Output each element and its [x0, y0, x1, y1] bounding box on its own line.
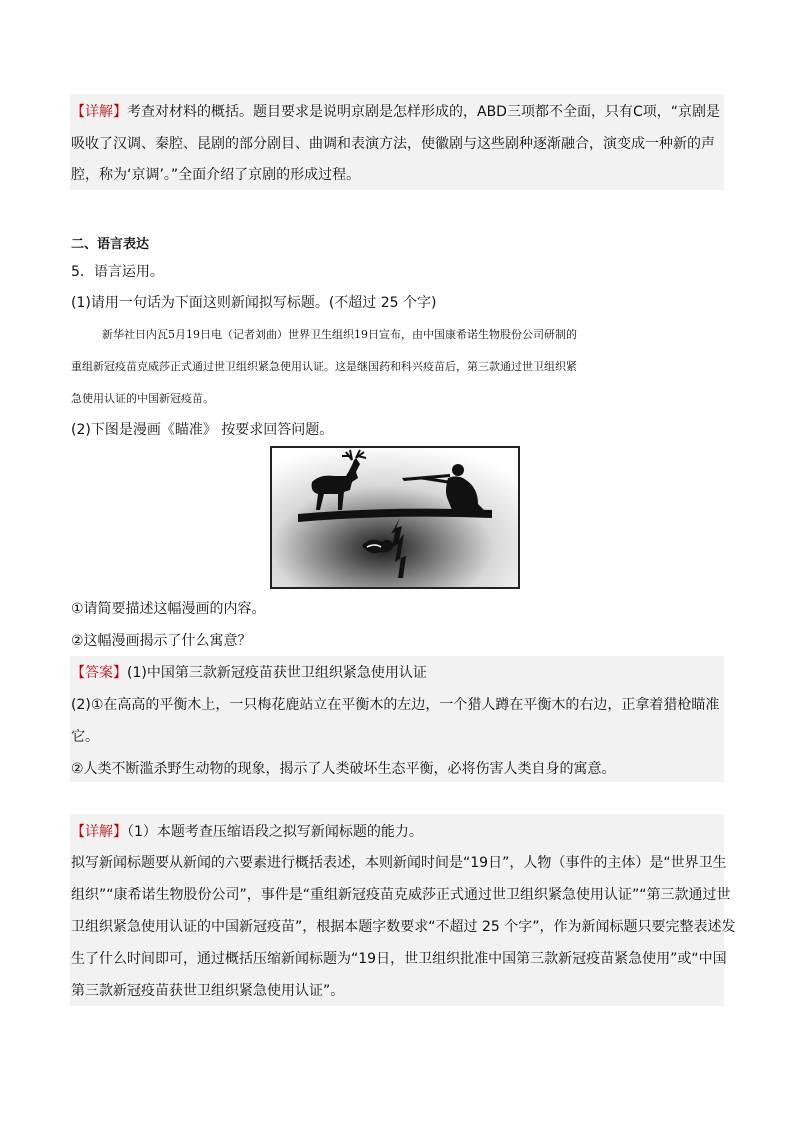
detail-tag-2: 【详解】: [71, 824, 127, 840]
question-number: 5．语言运用。: [71, 264, 164, 280]
detail-tag: 【详解】: [71, 104, 127, 120]
news-line-1: 新华社日内瓦5月19日电（记者刘曲）世界卫生组织19日宣布，由中国康希诺生物股份公司研制的: [102, 328, 577, 341]
section-title: 二、语言表达: [71, 237, 150, 252]
detail-2-line-1: 【详解】（1）本题考查压缩语段之拟写新闻标题的能力。: [71, 824, 423, 840]
detail-1-line-3: 腔，称为‘京调’。”全面介绍了京剧的形成过程。: [71, 167, 361, 183]
answer-line-4: ②人类不断滥杀野生动物的现象，揭示了人类破坏生态平衡，必将伤害人类自身的寓意。: [71, 761, 616, 777]
cartoon-aim-image: [270, 446, 520, 589]
detail-block-2: [70, 814, 724, 1006]
sub-question-1: ①请简要描述这幅漫画的内容。: [71, 601, 266, 617]
answer-line-3: 它。: [71, 729, 99, 745]
news-line-3: 急使用认证的中国新冠疫苗。: [71, 392, 214, 405]
sub-question-2: ②这幅漫画揭示了什么寓意？: [71, 633, 252, 649]
detail-2-line-2: 拟写新闻标题要从新闻的六要素进行概括表述，本则新闻时间是“19日”，人物（事件的主体）是“世界卫生: [71, 855, 727, 871]
detail-1-line-2: 吸收了汉调、秦腔、昆剧的部分剧目、曲调和表演方法，使徽剧与这些剧种逐渐融合，演变成一种新的声: [71, 136, 715, 152]
cartoon-illustration: [272, 448, 518, 587]
answer-line-2: (2)①在高高的平衡木上，一只梅花鹿站立在平衡木的左边，一个猎人蹲在平衡木的右边，正拿着猎枪瞄准: [71, 697, 720, 713]
news-line-2: 重组新冠疫苗克威莎正式通过世卫组织紧急使用认证。这是继国药和科兴疫苗后，第三款通过世卫组织紧: [71, 360, 577, 373]
question-2: (2)下图是漫画《瞄准》 按要求回答问题。: [71, 422, 334, 438]
answer-line-1: 【答案】(1)中国第三款新冠疫苗获世卫组织紧急使用认证: [71, 665, 427, 681]
answer-tag: 【答案】: [71, 665, 127, 681]
detail-2-line-3: 组织”“康希诺生物股份公司”，事件是“重组新冠疫苗克威莎正式通过世卫组织紧急使用认证”“第三款通过世: [71, 887, 731, 903]
detail-2-line-6: 第三款新冠疫苗获世卫组织紧急使用认证”。: [71, 983, 345, 999]
detail-1-line-1: 【详解】考查对材料的概括。题目要求是说明京剧是怎样形成的，ABD三项都不全面，只有C项，“京剧是: [71, 104, 720, 120]
detail-2-line-5: 生了什么时间即可，通过概括压缩新闻标题为“19日，世卫组织批准中国第三款新冠疫苗紧急使用”或“中国: [71, 951, 727, 967]
detail-2-line-4: 卫组织紧急使用认证的中国新冠疫苗”，根据本题字数要求“不超过 25 个字”，作为新闻标题只要完整表述发: [71, 919, 736, 935]
question-1: (1)请用一句话为下面这则新闻拟写标题。(不超过 25 个字): [71, 295, 437, 311]
